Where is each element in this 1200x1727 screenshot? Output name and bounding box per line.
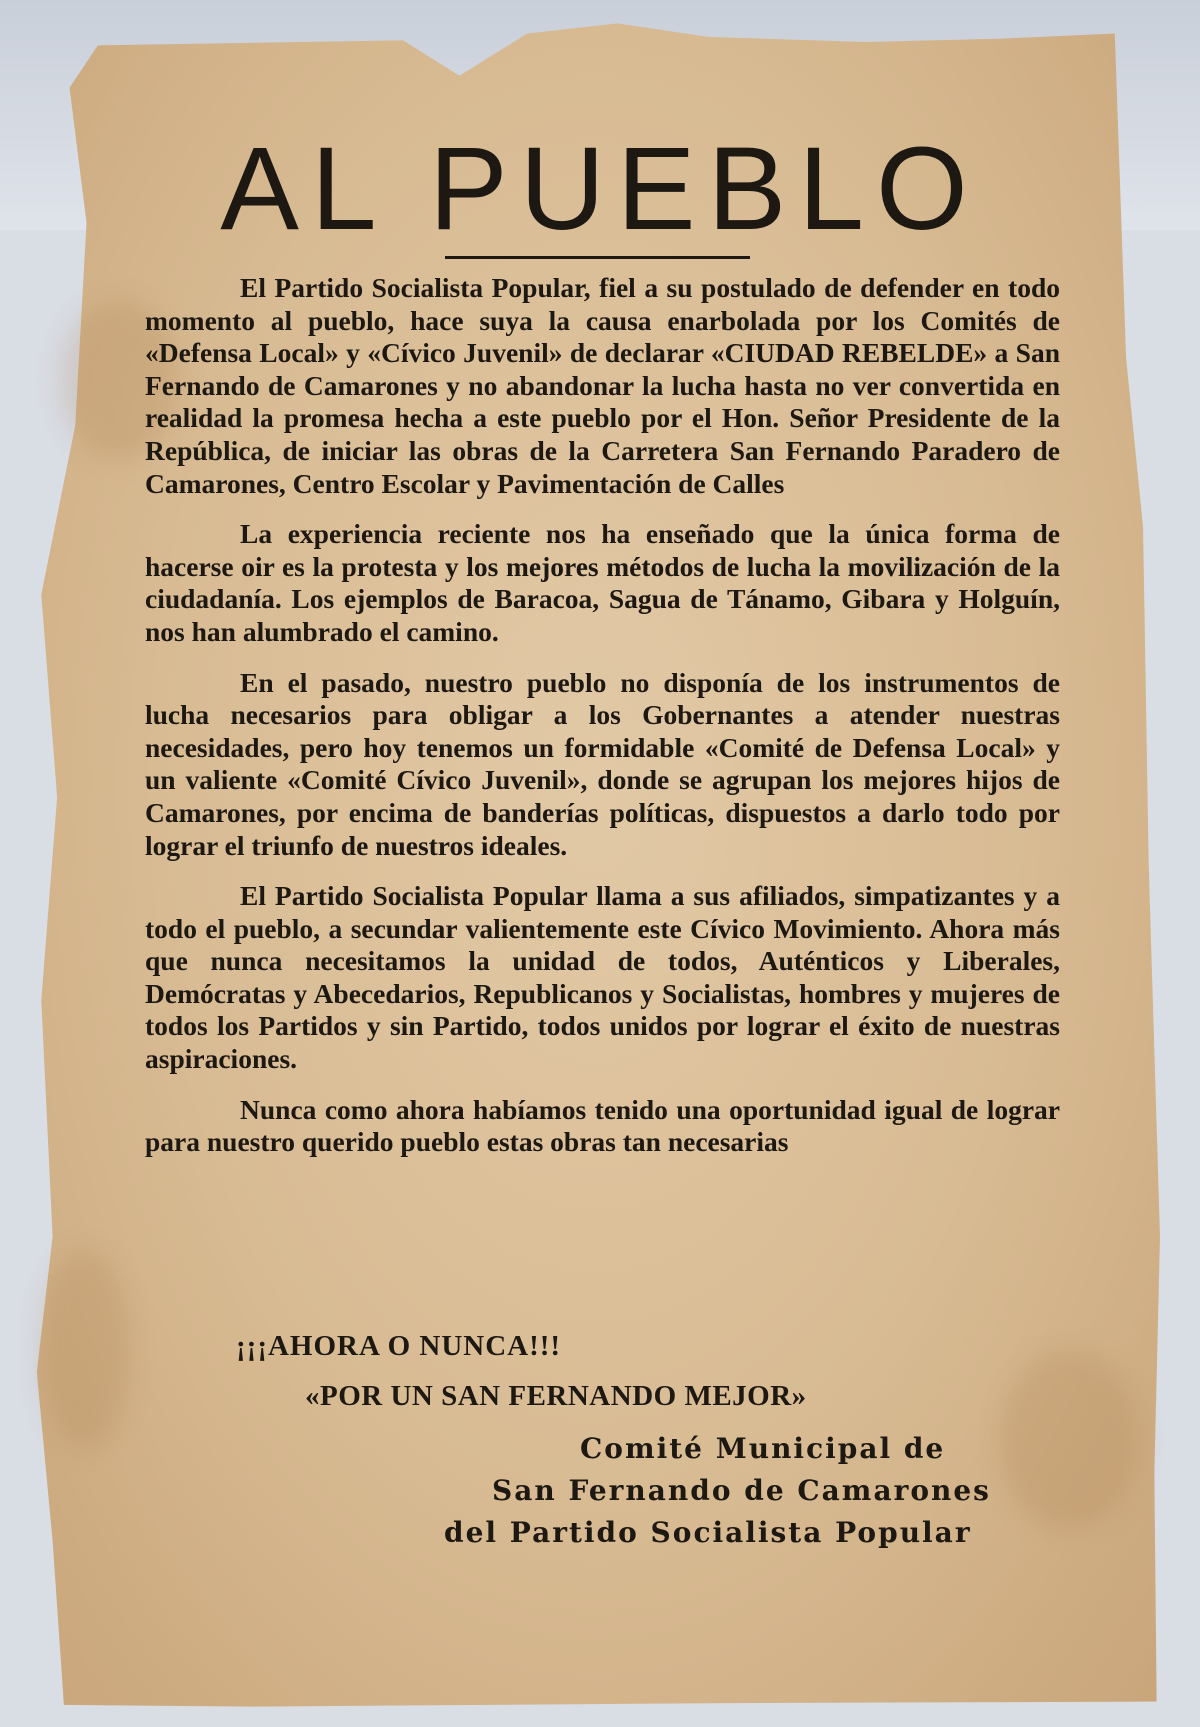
paragraph: En el pasado, nuestro pueblo no disponía de los instrumentos de lucha necesarios para obligar a los Gobernantes a atender nuestras necesidades, pero hoy tenemos un formidable «Comité de Defensa Local» y un valiente «Comité Cívico Juvenil», donde se agrupan los mejores hijos de Camarones, por encima de banderías políticas, dispuestos a darlo todo por lograr el triunfo de nuestros ideales.	[145, 666, 1060, 861]
paragraph: El Partido Socialista Popular llama a sus afiliados, simpatizantes y a todo el pueblo, a secundar valientemente este Cívico Movimiento. Ahora más que nunca necesitamos la unidad de todos, Auténticos y Liberales, Demócratas y Abecedarios, Republicanos y Socialistas, hombres y mujeres de todos los Partidos y sin Partido, todos unidos por lograr el éxito de nuestras aspiraciones.	[145, 880, 1060, 1075]
slogan-ahora-o-nunca: ¡¡¡AHORA O NUNCA!!!	[236, 1330, 562, 1362]
title-underline	[445, 256, 750, 259]
paragraph: El Partido Socialista Popular, fiel a su postulado de defender en todo momento al pueblo, hace suya la causa enarbolada por los Comités de «Defensa Local» y «Cívico Juvenil» de declarar «CIUDAD REBELDE» a San Fernando de Camarones y no abandonar la lucha hasta no ver convertida en realidad la promesa hecha a este pueblo por el Hon. Señor Presidente de la República, de iniciar las obras de la Carretera San Fernando Paradero de Camarones, Centro Escolar y Pavimentación de Calles	[145, 272, 1060, 499]
paragraph: La experiencia reciente nos ha enseñado que la única forma de hacerse oir es la protesta y los mejores métodos de lucha la movilización de la ciudadanía. Los ejemplos de Baracoa, Sagua de Tánamo, Gibara y Holguín, nos han alumbrado el camino.	[145, 518, 1060, 647]
leaflet-body	[145, 272, 1060, 1177]
signature-block	[430, 1428, 1110, 1554]
paragraph: Nunca como ahora habíamos tenido una oportunidad igual de lograr para nuestro querido pueblo estas obras tan necesarias	[145, 1093, 1060, 1158]
slogan-san-fernando-mejor: «POR UN SAN FERNANDO MEJOR»	[305, 1380, 807, 1412]
signature-line: San Fernando de Camarones	[492, 1474, 991, 1507]
leaflet-title: AL PUEBLO	[220, 123, 980, 255]
signature-line: del Partido Socialista Popular	[444, 1516, 972, 1549]
signature-line: Comité Municipal de	[580, 1432, 946, 1465]
